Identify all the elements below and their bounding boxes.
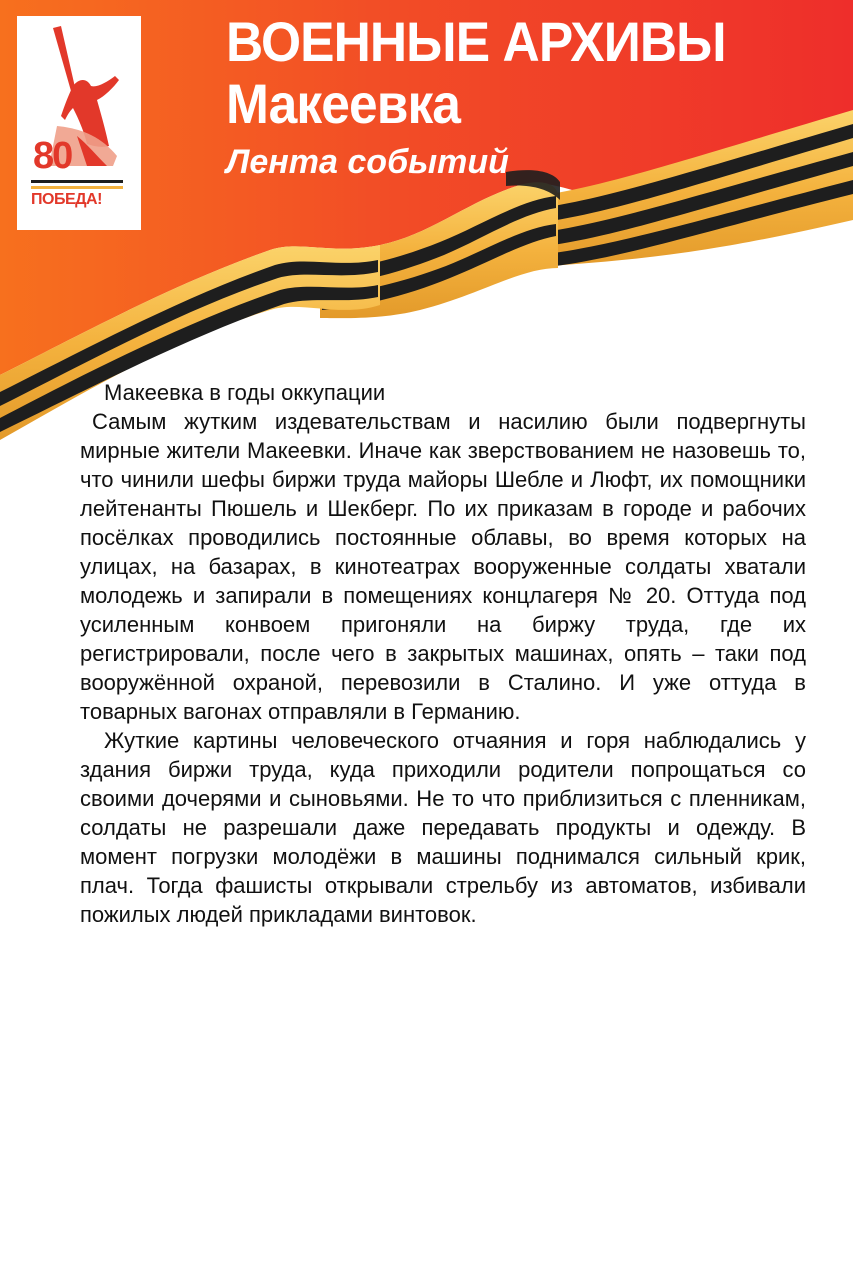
article-paragraph: Самым жутким издевательствам и насилию были подвергнуты мирные жители Макеевки. Иначе как зверствованием не назовешь то, что чинили шефы биржи труда майоры Шебле и Люфт, их помощники лейтенанты Пюшель и Шекберг. По их приказам в городе и рабочих посёлках проводились постоянные облавы, во время которых на улицах, на базарах, в кинотеатрах вооруженные солдаты хватали молодежь и запирали в помещениях концлагеря № 20. Оттуда под усиленным конвоем пригоняли на биржу труда, где их регистрировали, после чего в закрытых машинах, опять – таки под вооружённой охраной, перевозили в Сталино. И уже оттуда в товарных вагонах отправляли в Германию. <box>80 409 806 724</box>
article-body <box>80 378 806 929</box>
logo-text: ПОБЕДА! <box>31 191 102 208</box>
page-title: ВОЕННЫЕ АРХИВЫ <box>226 10 726 73</box>
logo-number: 80 <box>33 135 72 177</box>
article-paragraph: Жуткие картины человеческого отчаяния и горя наблюдались у здания биржи труда, куда приходили родители попрощаться со своими дочерями и сыновьями. Не то что приблизиться с пленникам, солдаты не разрешали даже передавать продукты и одежду. В момент погрузки молодёжи в машины поднимался сильный крик, плач. Тогда фашисты открывали стрельбу из автоматов, избивали пожилых людей прикладами винтовок. <box>80 728 806 927</box>
page-title-city: Макеевка <box>226 72 461 135</box>
logo-ribbon-stripe <box>31 186 123 189</box>
victory-80-logo <box>17 16 141 230</box>
article-heading: Макеевка в годы оккупации <box>104 380 386 405</box>
logo-ribbon-stripe <box>31 180 123 183</box>
page-subtitle: Лента событий <box>226 143 509 181</box>
